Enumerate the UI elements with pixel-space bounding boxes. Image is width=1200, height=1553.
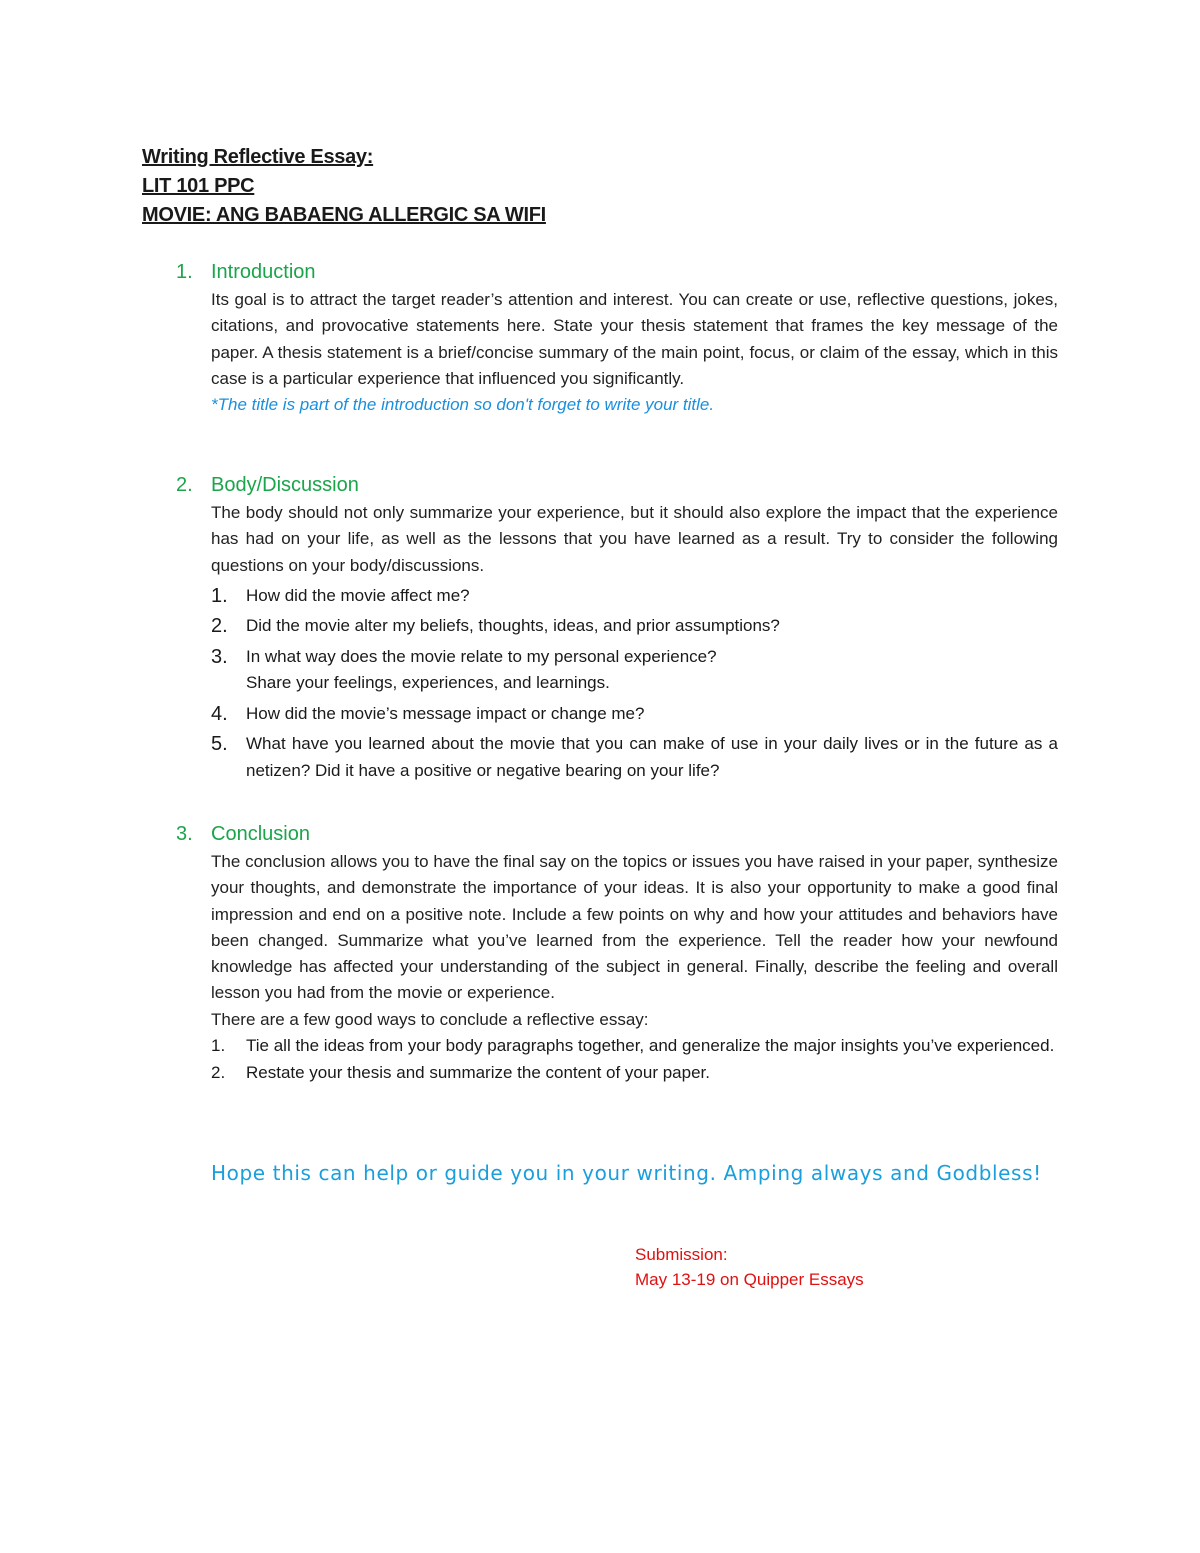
- list-item: [211, 613, 1058, 640]
- list-number: 1.: [211, 584, 228, 607]
- closing-message: Hope this can help or guide you in your writing. Amping always and Godbless!: [211, 1161, 1042, 1185]
- section-title: Conclusion: [211, 823, 310, 845]
- section-introduction: [176, 259, 1058, 418]
- section-number: 3.: [176, 823, 193, 845]
- conclusion-ways-intro: There are a few good ways to conclude a reflective essay:: [211, 1009, 649, 1029]
- submission-label: Submission:: [635, 1245, 728, 1264]
- list-text: What have you learned about the movie that you can make of use in your daily lives or in the future as a netizen? Did it have a positive or negative bearing on your life?: [246, 734, 1058, 780]
- ways-list: [211, 1033, 1058, 1086]
- submission-detail: May 13-19 on Quipper Essays: [635, 1270, 864, 1289]
- question-list: [211, 583, 1058, 785]
- header-movie: MOVIE: ANG BABAENG ALLERGIC SA WIFI: [142, 204, 546, 226]
- list-text: Restate your thesis and summarize the content of your paper.: [246, 1062, 710, 1082]
- section-number: 1.: [176, 261, 193, 283]
- section-heading: [176, 821, 1058, 847]
- intro-note: *The title is part of the introduction so don't forget to write your title.: [211, 395, 715, 415]
- section-heading: [176, 259, 1058, 285]
- section-number: 2.: [176, 474, 193, 496]
- submission-info: [635, 1242, 864, 1292]
- list-text: Did the movie alter my beliefs, thoughts, ideas, and prior assumptions?: [246, 616, 780, 636]
- section-heading: [176, 472, 1058, 498]
- list-number: 1.: [211, 1036, 226, 1056]
- list-item: [211, 644, 1058, 697]
- header-course: LIT 101 PPC: [142, 175, 255, 197]
- list-number: 4.: [211, 702, 228, 725]
- list-text: How did the movie affect me?: [246, 585, 470, 605]
- list-number: 2.: [211, 1062, 226, 1082]
- header-title: Writing Reflective Essay:: [142, 146, 374, 168]
- list-item: [211, 583, 1058, 610]
- list-text-block: [246, 644, 1058, 697]
- section-title: Introduction: [211, 261, 316, 283]
- list-text: Tie all the ideas from your body paragraphs together, and generalize the major insights you’ve experienced.: [246, 1036, 1055, 1056]
- conclusion-paragraph: The conclusion allows you to have the final say on the topics or issues you have raised in your paper, synthesize your thoughts, and demonstrate the importance of your ideas. It is also your opportunity to make a good final impression and end on a positive note. Include a few points on why and how your attitudes and behaviors have been changed. Summarize what you’ve learned from the experience. Tell the reader how your newfound knowledge has affected your understanding of the subject in general. Finally, describe the feeling and overall lesson you had from the movie or experience.: [211, 852, 1058, 1003]
- document-header: [142, 143, 546, 230]
- body-paragraph: The body should not only summarize your experience, but it should also explore the impact that the experience has had on your life, as well as the lessons that you have learned as a result. Try to consider the following questions on your body/discussions.: [211, 503, 1058, 575]
- list-number: 5.: [211, 733, 228, 756]
- list-text: How did the movie’s message impact or change me?: [246, 703, 645, 723]
- list-item: [211, 1060, 1058, 1087]
- list-item: [211, 1033, 1058, 1060]
- section-title: Body/Discussion: [211, 474, 359, 496]
- list-item: [211, 701, 1058, 728]
- list-number: 3.: [211, 645, 228, 668]
- section-body: [176, 472, 1058, 784]
- list-subtext: Share your feelings, experiences, and learnings.: [246, 673, 610, 693]
- list-text: In what way does the movie relate to my personal experience?: [246, 646, 717, 666]
- section-conclusion: [176, 821, 1058, 1086]
- list-item: [211, 731, 1058, 784]
- list-number: 2.: [211, 615, 228, 638]
- intro-paragraph: Its goal is to attract the target reader’s attention and interest. You can create or use, reflective questions, jokes, citations, and provocative statements here. State your thesis statement that frames the key message of the paper. A thesis statement is a brief/concise summary of the main point, focus, or claim of the essay, which in this case is a particular experience that influenced you significantly.: [211, 290, 1058, 388]
